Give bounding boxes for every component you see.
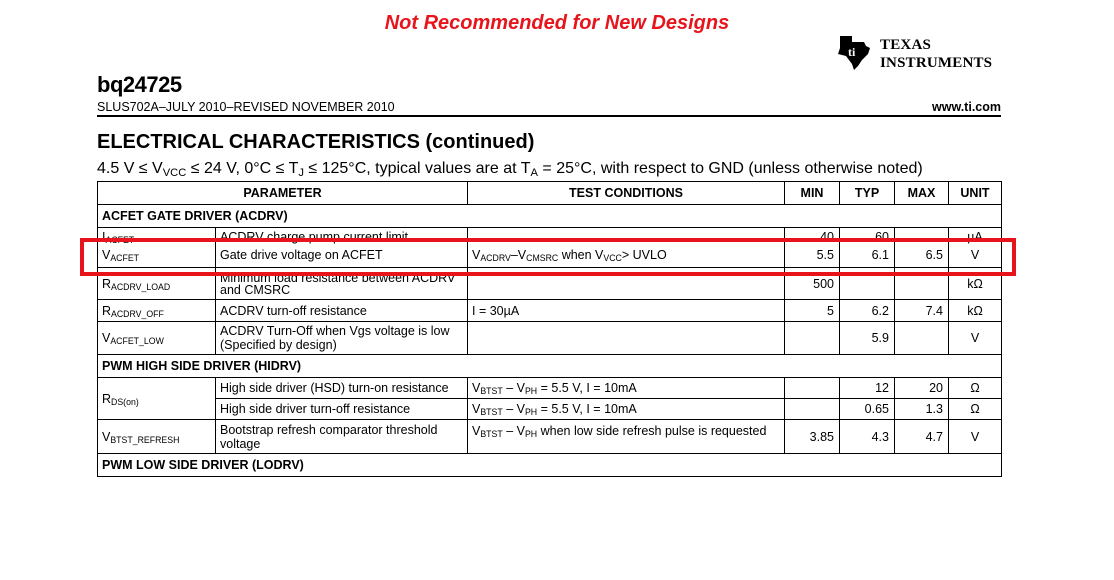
doc-info: SLUS702A–JULY 2010–REVISED NOVEMBER 2010: [97, 100, 395, 114]
typ-cell: 0.65: [840, 399, 895, 420]
min-cell: [785, 322, 840, 355]
header-parameter: PARAMETER: [98, 182, 468, 205]
electrical-characteristics-table: [97, 181, 1002, 477]
symbol-cell: $R_{ACDRV\_LOAD}$: [98, 268, 216, 300]
unit-cell: V: [949, 242, 1002, 268]
typ-value: 60: [875, 229, 889, 244]
max-cell: 6.5: [895, 242, 949, 268]
typ-cell: 12: [840, 378, 895, 399]
texas-state-icon: [834, 32, 874, 72]
max-cell: 4.7: [895, 420, 949, 454]
typ-cell: 5.9: [840, 322, 895, 355]
table-header-row: [98, 182, 1002, 205]
unit-cell: Ω: [949, 399, 1002, 420]
not-recommended-banner: Not Recommended for New Designs: [384, 12, 730, 34]
group-row: [98, 355, 1002, 378]
min-cell: 5.5: [785, 242, 840, 268]
header-max: MAX: [895, 182, 949, 205]
min-cell: [785, 378, 840, 399]
symbol-cell: $R_{ACDRV\_OFF}$: [98, 300, 216, 322]
description-cell: ACDRV Turn-Off when Vgs voltage is low (Specified by design): [216, 322, 468, 355]
ti-logo: [834, 32, 1009, 74]
description-text: ACDRV charge pump current limit: [220, 229, 409, 244]
symbol-cell: $I_{ACFET}$: [98, 228, 216, 242]
part-number: bq24725: [97, 72, 182, 97]
unit-cell: kΩ: [949, 300, 1002, 322]
operating-conditions: 4.5 $V \le V_{VCC} \le 24$ V, $0^\circ C \le T_J \le 125^\circ C$, typical values are at $T_A = 25^\circ C$, with respect to GND (unless otherwise noted): [97, 160, 923, 179]
min-cell: 5: [785, 300, 840, 322]
description-cell: Bootstrap refresh comparator threshold voltage: [216, 420, 468, 454]
max-cell: 1.3: [895, 399, 949, 420]
condition-cell: [468, 322, 785, 355]
condition-cell: $V_{ACDRV}-V_{CMSRC}$ when $V_{VCC}>$ UVLO: [468, 242, 785, 268]
ti-wordmark: [880, 36, 992, 72]
condition-cell: $V_{BTST} - V_{PH} = 5.5$ V, I = 10mA: [468, 378, 785, 399]
group-row: [98, 205, 1002, 228]
group-row: [98, 454, 1002, 477]
page-cutoff: [0, 484, 1114, 580]
ti-wordmark-line2: INSTRUMENTS: [880, 55, 993, 71]
unit-cell: Ω: [949, 378, 1002, 399]
header-typ: TYP: [840, 182, 895, 205]
min-cell: 500: [785, 268, 840, 300]
table-row: [98, 322, 1002, 355]
header-test-conditions: TEST CONDITIONS: [468, 182, 785, 205]
table-row: [98, 300, 1002, 322]
min-cell: 3.85: [785, 420, 840, 454]
table-row: [98, 399, 1002, 420]
description-cell: High side driver turn-off resistance: [216, 399, 468, 420]
typ-cell: 6.1: [840, 242, 895, 268]
header-rule: [97, 115, 1001, 117]
description-cell: ACDRV turn-off resistance: [216, 300, 468, 322]
header-min: MIN: [785, 182, 840, 205]
min-value: 40: [820, 229, 834, 244]
description-cell: Minimum load resistance between ACDRV and CMSRC: [216, 268, 468, 300]
section-title: ELECTRICAL CHARACTERISTICS (continued): [97, 131, 535, 153]
typ-cell: 4.3: [840, 420, 895, 454]
symbol-cell: $V_{BTST\_REFRESH}$: [98, 420, 216, 454]
ti-wordmark-line1: TEXAS: [880, 37, 932, 53]
description-cell: Gate drive voltage on ACFET: [216, 242, 468, 268]
unit-cell: V: [949, 322, 1002, 355]
header-unit: UNIT: [949, 182, 1002, 205]
condition-cell: $V_{BTST} - V_{PH} = 5.5$ V, I = 10mA: [468, 399, 785, 420]
table-row: [98, 420, 1002, 454]
unit-cell: V: [949, 420, 1002, 454]
symbol-cell: $R_{DS(on)}$: [98, 378, 216, 420]
description-cell: High side driver (HSD) turn-on resistance: [216, 378, 468, 399]
symbol-cell: $V_{ACFET\_LOW}$: [98, 322, 216, 355]
group-acdrv: ACFET GATE DRIVER (ACDRV): [98, 205, 1002, 228]
symbol-cell: $V_{ACFET}$: [98, 242, 216, 268]
svg-text:ti: ti: [848, 45, 856, 59]
condition-cell: $V_{BTST} - V_{PH}$ when low side refresh pulse is requested: [468, 420, 785, 454]
max-cell: 20: [895, 378, 949, 399]
unit-value: µA: [967, 229, 983, 244]
table-row: [98, 378, 1002, 399]
website-link[interactable]: www.ti.com: [932, 100, 1001, 114]
condition-cell: I = 30µA: [468, 300, 785, 322]
group-lodrv: PWM LOW SIDE DRIVER (LODRV): [98, 454, 1002, 477]
typ-cell: 6.2: [840, 300, 895, 322]
group-hidrv: PWM HIGH SIDE DRIVER (HIDRV): [98, 355, 1002, 378]
highlight-box: [80, 238, 1016, 276]
min-cell: [785, 399, 840, 420]
max-cell: [895, 322, 949, 355]
max-cell: 7.4: [895, 300, 949, 322]
unit-cell: kΩ: [949, 268, 1002, 300]
